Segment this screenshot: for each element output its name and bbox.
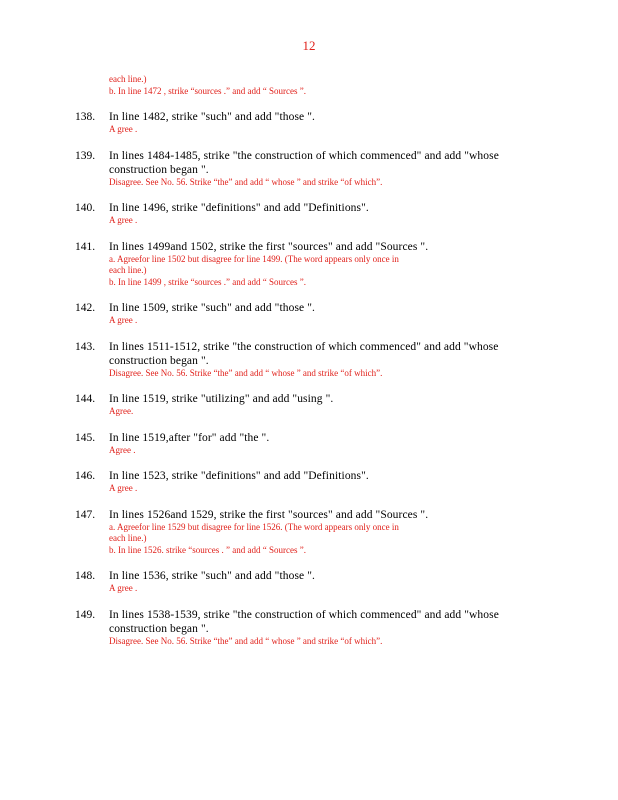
item-number: 139. [75, 149, 96, 162]
item-number: 140. [75, 202, 96, 214]
amendment-item [0, 469, 618, 495]
annotation-line: each line.) [109, 533, 147, 543]
amendment-item [0, 301, 618, 327]
item-number: 146. [75, 470, 96, 482]
annotation-line: a. Agreefor line 1529 but disagree for line 1526. (The word appears only once in [109, 521, 399, 532]
amendments-list [0, 74, 618, 660]
annotation-line: A gree . [109, 315, 138, 325]
item-body [109, 240, 509, 289]
item-number: 148. [75, 570, 96, 582]
item-body [109, 110, 509, 136]
annotation-line: A gree . [109, 215, 138, 225]
page-number: 12 [302, 38, 316, 53]
amendment-item [0, 608, 618, 648]
item-body [109, 392, 509, 418]
instruction-line: In line 1496, strike "definitions" and add "Definitions". [109, 202, 369, 214]
annotation-line: Disagree. See No. 56. Strike “the” and add “ whose ” and strike “of which”. [109, 635, 383, 646]
item-number: 145. [75, 431, 96, 444]
annotation-line: each line.) [109, 265, 147, 275]
item-number: 142. [75, 302, 96, 314]
item-body [109, 608, 509, 648]
instruction-line: In line 1482, strike "such" and add "those ". [109, 111, 315, 123]
item-body [109, 301, 509, 327]
instruction-line: In lines 1538-1539, strike "the construction of which commenced" and add "whose [109, 608, 499, 621]
amendment-item [0, 149, 618, 189]
item-number: 138. [75, 111, 96, 123]
annotation-line: Agree. [109, 406, 134, 416]
instruction-line: construction began ". [109, 163, 209, 176]
item-body [109, 340, 509, 380]
item-body [109, 431, 509, 457]
instruction-line: In lines 1484-1485, strike "the construction of which commenced" and add "whose [109, 149, 499, 162]
instruction-line: construction began ". [109, 622, 209, 635]
amendment-item [0, 392, 618, 418]
instruction-line: In lines 1499and 1502, strike the first "sources" and add "Sources ". [109, 240, 429, 253]
instruction-line: In lines 1511-1512, strike "the construction of which commenced" and add "whose [109, 340, 499, 353]
annotation-line: Agree . [109, 444, 136, 455]
amendment-item [0, 240, 618, 289]
instruction-line: In line 1519,after "for" add "the ". [109, 431, 270, 444]
annotation-line: A gree . [109, 583, 138, 593]
amendment-item [0, 508, 618, 557]
annotation-line: a. Agreefor line 1502 but disagree for line 1499. (The word appears only once in [109, 253, 399, 264]
item-number: 149. [75, 608, 96, 621]
instruction-line: In line 1523, strike "definitions" and add "Definitions". [109, 470, 369, 482]
instruction-line: In line 1509, strike "such" and add "those ". [109, 302, 315, 314]
instruction-line: In line 1519, strike "utilizing" and add "using ". [109, 393, 334, 405]
annotation-line: each line.) [109, 74, 147, 84]
annotation-line: A gree . [109, 124, 138, 134]
instruction-line: In line 1536, strike "such" and add "those ". [109, 570, 315, 582]
annotation-line: b. In line 1472 , strike “sources .” and add “ Sources ”. [109, 85, 306, 96]
instruction-line: construction began ". [109, 354, 209, 367]
item-number: 147. [75, 508, 96, 521]
item-body [109, 469, 509, 495]
amendment-item [0, 201, 618, 227]
item-number: 141. [75, 240, 96, 253]
continuation-note [109, 74, 618, 97]
item-number: 144. [75, 393, 96, 405]
item-body [109, 569, 509, 595]
annotation-line: Disagree. See No. 56. Strike “the” and add “ whose ” and strike “of which”. [109, 367, 383, 378]
item-body [109, 149, 509, 189]
annotation-line: b. In line 1526. strike “sources . ” and add “ Sources ”. [109, 544, 306, 555]
amendment-item [0, 340, 618, 380]
instruction-line: In lines 1526and 1529, strike the first "sources" and add "Sources ". [109, 508, 429, 521]
annotation-line: b. In line 1499 , strike “sources .” and add “ Sources ”. [109, 276, 306, 287]
annotation-line: Disagree. See No. 56. Strike “the” and add “ whose ” and strike “of which”. [109, 176, 383, 187]
amendment-item [0, 569, 618, 595]
item-body [109, 201, 509, 227]
amendment-item [0, 431, 618, 457]
annotation-line: A gree . [109, 483, 138, 493]
item-number: 143. [75, 340, 96, 353]
item-body [109, 508, 509, 557]
amendment-item [0, 110, 618, 136]
